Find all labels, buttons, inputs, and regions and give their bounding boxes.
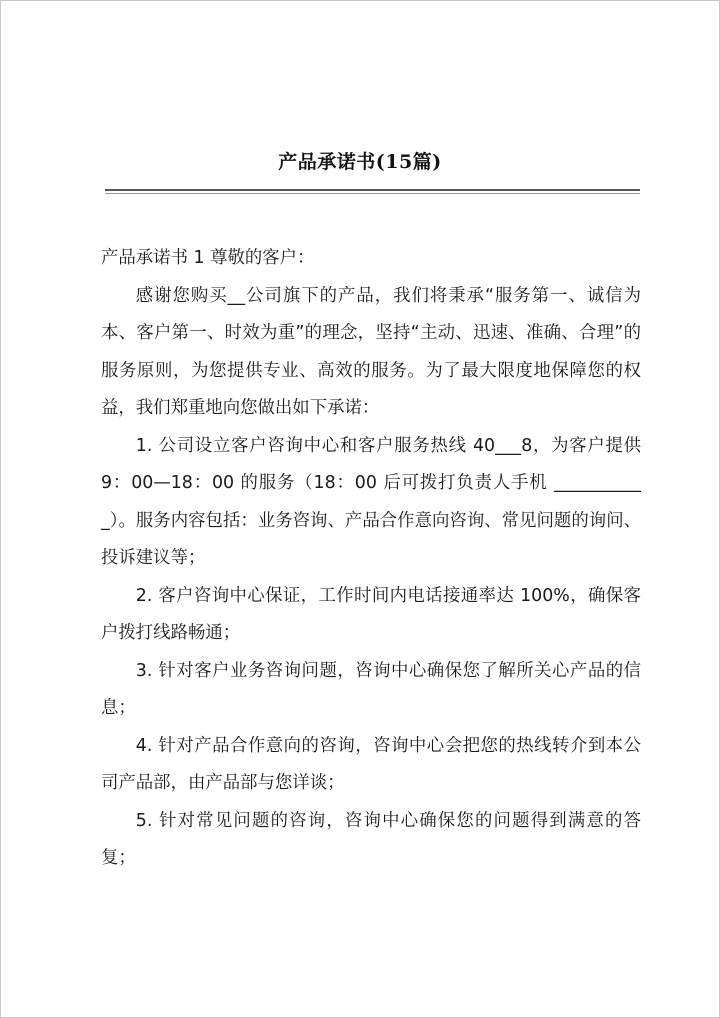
title-divider-thin: [105, 193, 640, 194]
commitment-item-1: 1. 公司设立客户咨询中心和客户服务热线 40___8，为客户提供 9：00—18：00 的服务（18：00 后可拨打负责人手机 ___________）。服务内容包括：业务咨询、产品合作意向咨询、常见问题的询问、投诉建议等；: [101, 435, 641, 568]
salutation-paragraph: 产品承诺书 1 尊敬的客户：: [101, 248, 315, 268]
document-title: 产品承诺书(15篇): [278, 151, 442, 173]
commitment-item-4: 4. 针对产品合作意向的咨询，咨询中心会把您的热线转介到本公司产品部，由产品部与您详谈；: [101, 735, 641, 793]
intro-paragraph: 感谢您购买__公司旗下的产品，我们将秉承“服务第一、诚信为本、客户第一、时效为重”的理念，坚持“主动、迅速、准确、合理”的服务原则，为您提供专业、高效的服务。为了最大限度地保障您的权益，我们郑重地向您做出如下承诺：: [101, 285, 641, 418]
commitment-item-5: 5. 针对常见问题的咨询，咨询中心确保您的问题得到满意的答复；: [101, 810, 641, 868]
commitment-item-2: 2. 客户咨询中心保证，工作时间内电话接通率达 100%，确保客户拨打线路畅通；: [101, 585, 641, 643]
document-body: [101, 240, 641, 878]
commitment-item-3: 3. 针对客户业务咨询问题，咨询中心确保您了解所关心产品的信息；: [101, 660, 641, 718]
title-divider: [105, 189, 640, 191]
